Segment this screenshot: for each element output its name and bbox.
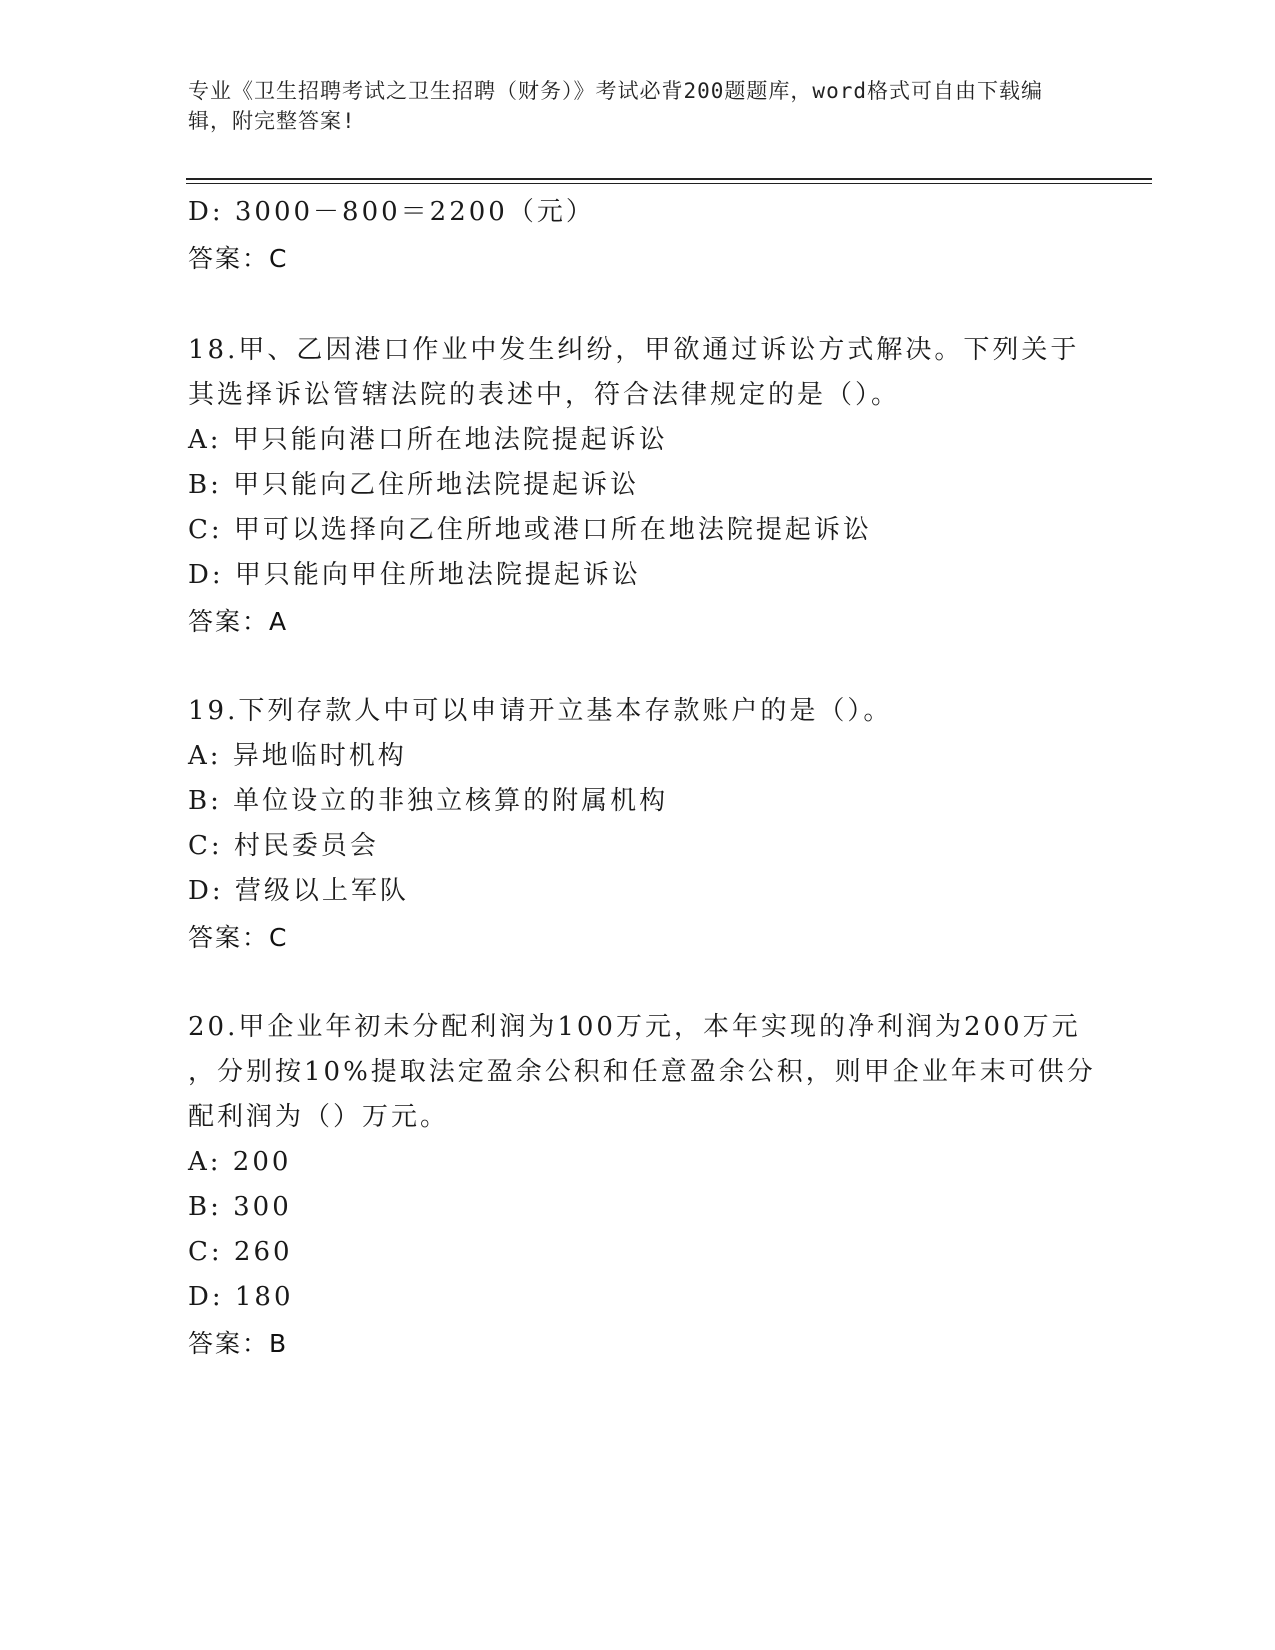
q20-stem-line-1: 20.甲企业年初未分配利润为100万元，本年实现的净利润为200万元	[188, 1012, 1081, 1042]
q20-stem-line-2: ，分别按10%提取法定盈余公积和任意盈余公积，则甲企业年末可供分	[188, 1057, 1096, 1087]
spacer	[188, 282, 1088, 328]
document-header	[188, 76, 1068, 136]
q18-answer: 答案：A	[188, 607, 289, 636]
q18-option-d: D: 甲只能向甲住所地法院提起诉讼	[188, 560, 641, 590]
q20-option-c: C: 260	[188, 1237, 293, 1267]
header-text: 专业《卫生招聘考试之卫生招聘（财务）》考试必背200题题库，word格式可自由下载编辑，附完整答案!	[188, 79, 1043, 133]
q20-option-b: B: 300	[188, 1192, 292, 1222]
spacer	[188, 645, 1088, 689]
q18-option-b: B: 甲只能向乙住所地法院提起诉讼	[188, 470, 640, 500]
question-19	[188, 689, 1088, 961]
q20-option-a: A: 200	[188, 1147, 292, 1177]
prev-answer: 答案：C	[188, 244, 289, 273]
document-body	[188, 190, 1096, 1367]
q20-stem-line-3: 配利润为（）万元。	[188, 1102, 450, 1132]
q19-option-b: B: 单位设立的非独立核算的附属机构	[188, 786, 669, 816]
header-rule-thin	[186, 183, 1152, 184]
q18-stem-line-2: 其选择诉讼管辖法院的表述中，符合法律规定的是（）。	[188, 380, 901, 410]
q18-option-a: A: 甲只能向港口所在地法院提起诉讼	[188, 425, 668, 455]
q20-answer: 答案：B	[188, 1329, 289, 1358]
spacer	[188, 961, 1088, 1005]
q18-stem-line-1: 18.甲、乙因港口作业中发生纠纷，甲欲通过诉讼方式解决。下列关于	[188, 335, 1080, 365]
q19-answer: 答案：C	[188, 923, 289, 952]
q19-stem-line-1: 19.下列存款人中可以申请开立基本存款账户的是（）。	[188, 696, 893, 726]
q18-option-c: C: 甲可以选择向乙住所地或港口所在地法院提起诉讼	[188, 515, 872, 545]
q19-option-d: D: 营级以上军队	[188, 876, 409, 906]
prev-option-d: D: 3000－800＝2200（元）	[188, 197, 595, 227]
q20-option-d: D: 180	[188, 1282, 294, 1312]
header-rule-thick	[186, 178, 1152, 180]
q19-option-c: C: 村民委员会	[188, 831, 379, 861]
question-18	[188, 328, 1088, 645]
question-20	[188, 1005, 1096, 1367]
q19-option-a: A: 异地临时机构	[188, 741, 407, 771]
